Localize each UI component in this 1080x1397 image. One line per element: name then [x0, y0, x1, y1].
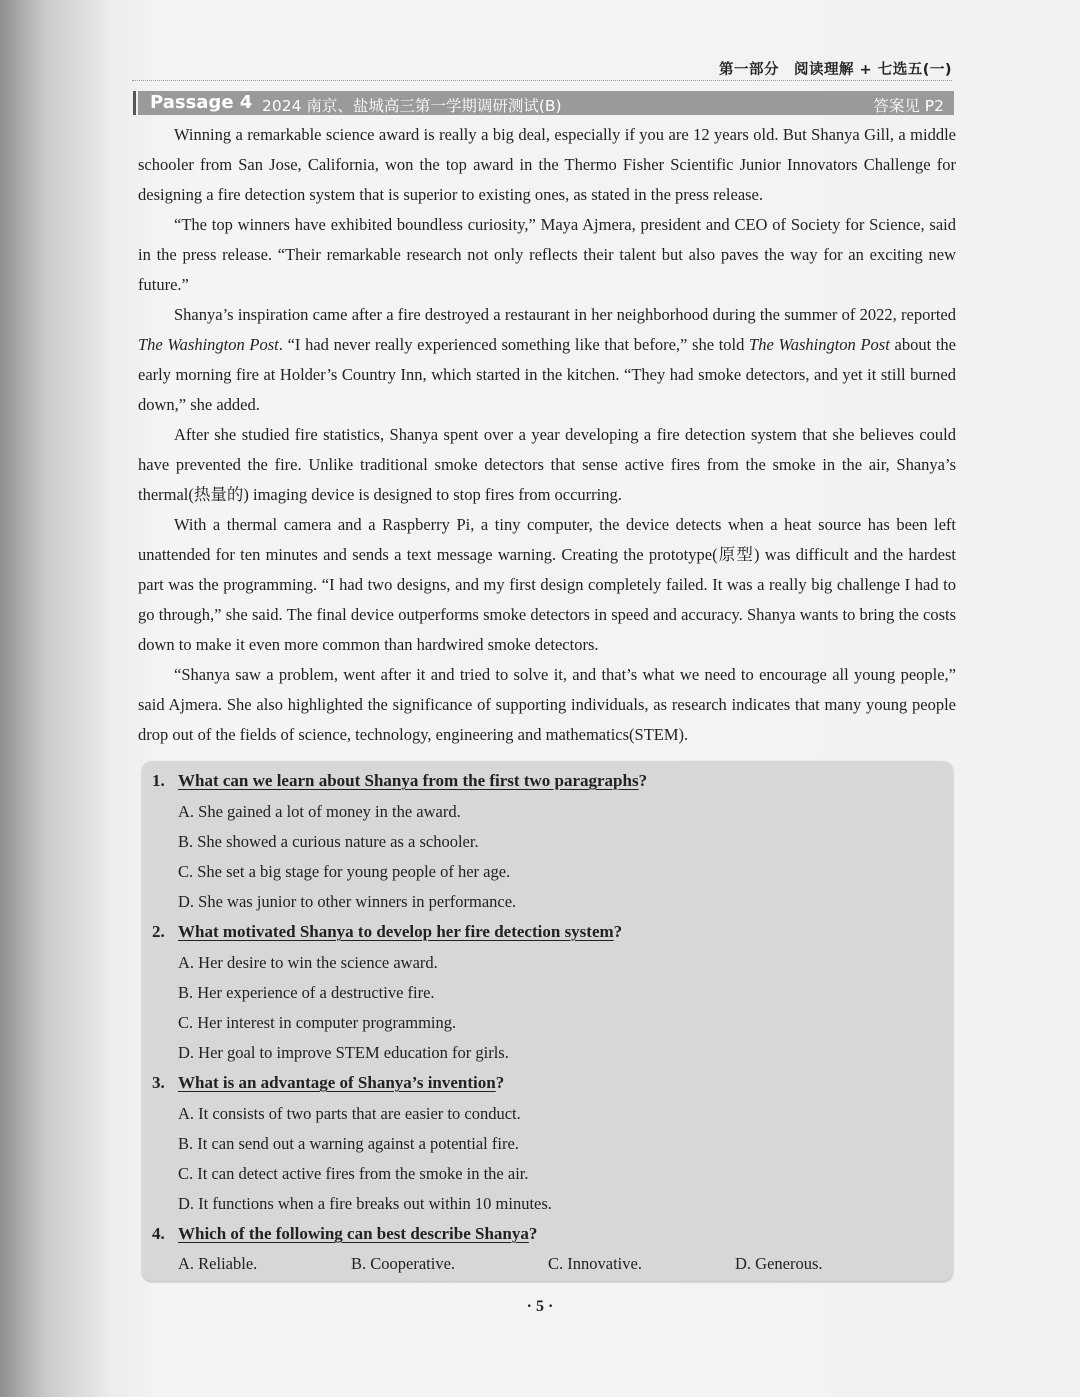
question-number: 2. [152, 922, 165, 941]
page-number: · 5 · [526, 1298, 554, 1315]
paragraph-3 [138, 300, 956, 420]
question-number: 3. [152, 1073, 165, 1092]
question-number: 4. [152, 1224, 165, 1243]
question-text: What is an advantage of Shanya’s invention [178, 1073, 496, 1092]
option-3b[interactable]: B. It can send out a warning against a potential fire. [178, 1134, 519, 1153]
option-3a[interactable]: A. It consists of two parts that are easier to conduct. [178, 1104, 521, 1123]
option-4a[interactable]: A. Reliable. [178, 1254, 258, 1273]
question-text: What can we learn about Shanya from the first two paragraphs [178, 771, 639, 790]
option-4b[interactable]: B. Cooperative. [351, 1254, 456, 1273]
option-1a[interactable]: A. She gained a lot of money in the award. [178, 802, 461, 821]
option-3c[interactable]: C. It can detect active fires from the smoke in the air. [178, 1164, 529, 1183]
paragraph-6: “Shanya saw a problem, went after it and tried to solve it, and that’s what we need to encourage all young people,” said Ajmera. She also highlighted the significance of supporting individuals, as research indicates that many young people drop out of the fields of science, technology, engineering and mathematics(STEM). [138, 665, 956, 744]
paragraph-3-text-e: about the early morning fire at Holder’s Country Inn, which started in the kitchen. “They had smoke detectors, and yet it still burned down,” she added. [138, 335, 956, 414]
paragraph-5: With a thermal camera and a Raspberry Pi, a tiny computer, the device detects when a heat source has been left unattended for ten minutes and sends a text message warning. Creating the prototype(原型) was difficult and the hardest part was the programming. “I had two designs, and my first design completely failed. It was a really big challenge I had to go through,” she said. The final device outperforms smoke detectors in speed and accuracy. Shanya wants to bring the costs down to make it even more common than hardwired smoke detectors. [138, 515, 956, 654]
passage-body [138, 120, 956, 750]
question-mark: ? [495, 1073, 505, 1092]
question-mark: ? [638, 771, 648, 790]
paragraph-3-text-a: Shanya’s inspiration came after a fire destroyed a restaurant in her neighborhood during the summer of 2022, reported [174, 305, 956, 324]
answer-reference: 答案见 P2 [873, 97, 944, 115]
option-4c[interactable]: C. Innovative. [548, 1254, 642, 1273]
option-1d[interactable]: D. She was junior to other winners in performance. [178, 892, 517, 911]
option-1b[interactable]: B. She showed a curious nature as a schooler. [178, 832, 479, 851]
bar-edge-mark [133, 91, 136, 115]
newspaper-title: The Washington Post [138, 335, 279, 354]
question-2 [152, 922, 622, 942]
paragraph-2: “The top winners have exhibited boundless curiosity,” Maya Ajmera, president and CEO of Society for Science, said in the press release. “Their remarkable research not only reflects their talent but also paves the way for an exciting new future.” [138, 215, 956, 294]
question-number: 1. [152, 771, 165, 790]
newspaper-title: The Washington Post [749, 335, 890, 354]
paragraph-3-text-c: . “I had never really experienced something like that before,” she told [278, 335, 750, 354]
passage-label: Passage 4 [150, 92, 253, 113]
option-2d[interactable]: D. Her goal to improve STEM education for girls. [178, 1043, 509, 1062]
option-3d[interactable]: D. It functions when a fire breaks out within 10 minutes. [178, 1194, 552, 1213]
question-text: Which of the following can best describe Shanya [178, 1224, 529, 1243]
paragraph-1: Winning a remarkable science award is really a big deal, especially if you are 12 years old. But Shanya Gill, a middle schooler from San Jose, California, won the top award in the Thermo Fisher Scientific Junior Innovators Challenge for designing a fire detection system that is superior to existing ones, as stated in the press release. [138, 125, 956, 204]
option-2b[interactable]: B. Her experience of a destructive fire. [178, 983, 435, 1002]
paragraph-4: After she studied fire statistics, Shanya spent over a year developing a fire detection system that she believes could have prevented the fire. Unlike traditional smoke detectors that sense active fires from the smoke in the air, Shanya’s thermal(热量的) imaging device is designed to stop fires from occurring. [138, 425, 956, 504]
question-mark: ? [613, 922, 623, 941]
question-3 [152, 1073, 504, 1093]
questions-panel [142, 761, 953, 1281]
running-head: 第一部分 阅读理解 + 七选五(一) [132, 58, 952, 81]
passage-source: 2024 南京、盐城高三第一学期调研测试(B) [262, 97, 562, 115]
question-mark: ? [528, 1224, 538, 1243]
option-4d[interactable]: D. Generous. [735, 1254, 823, 1273]
question-1 [152, 771, 647, 791]
option-2a[interactable]: A. Her desire to win the science award. [178, 953, 438, 972]
option-2c[interactable]: C. Her interest in computer programming. [178, 1013, 457, 1032]
option-1c[interactable]: C. She set a big stage for young people of her age. [178, 862, 511, 881]
question-text: What motivated Shanya to develop her fire detection system [178, 922, 614, 941]
passage-header-bar [138, 91, 954, 115]
question-4 [152, 1224, 537, 1244]
